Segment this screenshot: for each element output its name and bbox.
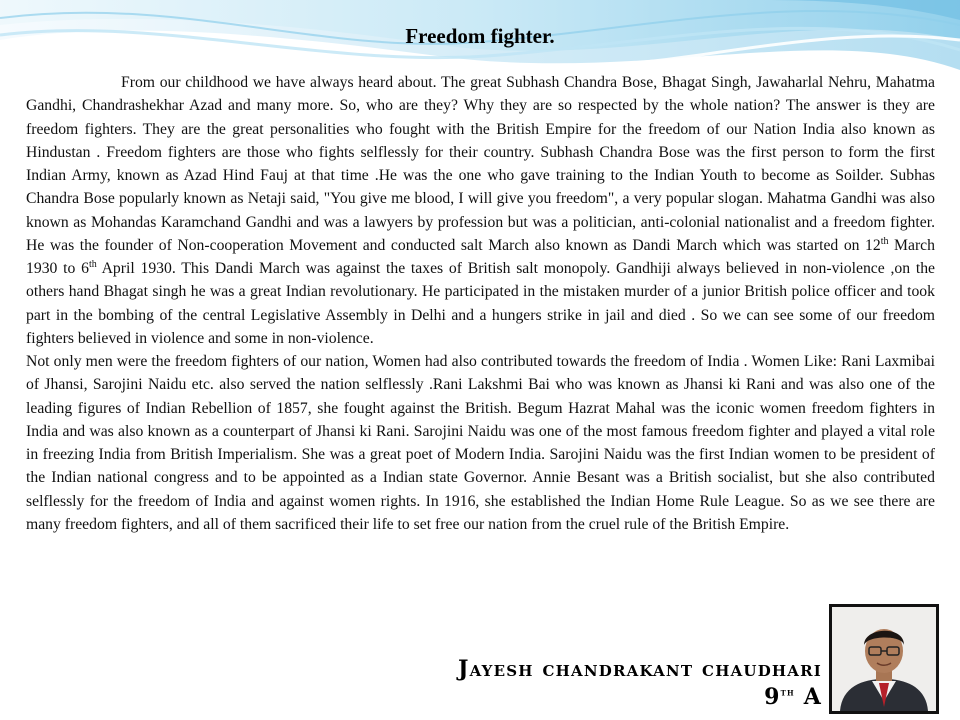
essay-body: [26, 71, 935, 536]
paragraph-1: [26, 71, 935, 350]
author-block: [458, 655, 822, 711]
class-sup: th: [780, 687, 795, 699]
page-title: Freedom fighter.: [405, 24, 555, 48]
ordinal-sup-2: th: [88, 258, 97, 270]
author-photo: [829, 604, 939, 714]
author-name: Jayesh chandrakant chaudhari: [457, 656, 822, 682]
paragraph-1-part-2: March 1930 to 6: [26, 236, 935, 277]
student-portrait-icon: [832, 607, 936, 711]
class-number: 9: [764, 684, 781, 710]
paragraph-1-part-3: April 1930. This Dandi March was against the taxes of British salt monopoly. Gandhiji always believed in non-violence ,on the others hand Bhagat singh he was a great Indian revolutionary. He participated in the mistaken murder of a junior British police officer and took part in the bombing of the central Legislative Assembly in Delhi and a hungers strike in jail and died . So we can see some of our freedom fighters believed in violence and some in non-violence.: [26, 260, 936, 347]
paragraph-1-part-1: From our childhood we have always heard about. The great Subhash Chandra Bose, Bhagat Singh, Jawaharlal Nehru, Mahatma Gandhi, Chandrashekhar Azad and many more. So, who are they? Why they are so respected by the whole nation? The answer is they are freedom fighters. They are the great personalities who fought with the British Empire for the freedom of our Nation India also known as Hindustan . Freedom fighters are those who fights selflessly for their country. Subhash Chandra Bose was the first person to form the first Indian Army, known as Azad Hind Fauj at that time .He was the one who gave training to the Indian Youth to become as Soilder. Subhas Chandra Bose popularly known as Netaji said, "You give me blood, I will give you freedom", a very popular slogan. Mahatma Gandhi was also known as Mohandas Karamchand Gandhi and was a lawyers by profession but was a politician, anti-colonial nationalist and a freedom fighter. He was the founder of Non-cooperation Movement and conducted salt March also known as Dandi March which was started on 12: [26, 74, 935, 254]
class-section: A: [794, 684, 822, 710]
ordinal-sup-1: th: [880, 235, 889, 247]
paragraph-2: Not only men were the freedom fighters of our nation, Women had also contributed towards the freedom of India . Women Like: Rani Laxmibai of Jhansi, Sarojini Naidu etc. also served the nation selflessly .Rani Lakshmi Bai who was known as Jhansi ki Rani and was also one of the leading figures of Indian Rebellion of 1857, she fought against the British. Begum Hazrat Mahal was the iconic women freedom fighters in India and was also known as a counterpart of Jhansi ki Rani. Sarojini Naidu was one of the most famous freedom fighter and played a vital role in freezing India from British Imperialism. She was a great poet of Modern India. Sarojini Naidu was the first Indian women to be president of the Indian national congress and to be appointed as a Indian state Governor. Annie Besant was a British socialist, but she also contributed selflessly for the freedom of India and against women rights. In 1916, she established the Indian Home Rule League. So as we see there are many freedom fighters, and all of them sacrificed their life to set free our nation from the cruel rule of the British Empire.: [26, 353, 935, 533]
author-class: [458, 683, 822, 711]
